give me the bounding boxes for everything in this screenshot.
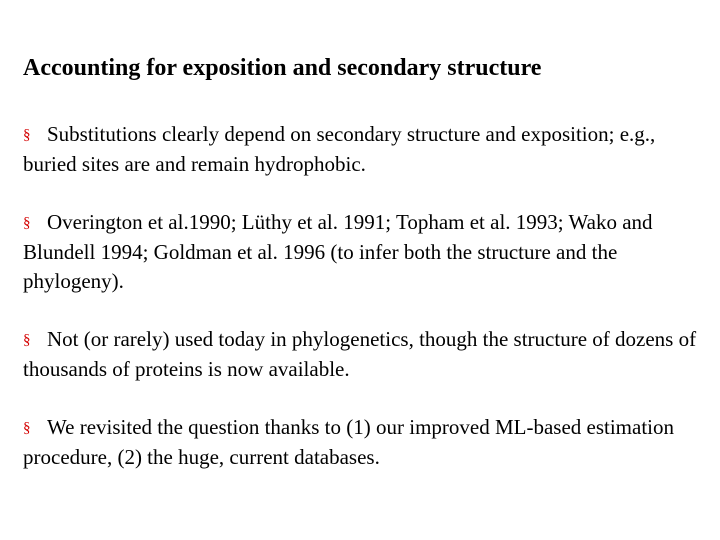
bullet-text: We revisited the question thanks to (1) our improved ML-based estimation procedure, (2) the huge, current databases. <box>23 415 675 469</box>
bullet-marker-icon: § <box>23 420 31 436</box>
bullet-text: Substitutions clearly depend on secondary structure and exposition; e.g., buried sites are and remain hydrophobic. <box>23 122 656 176</box>
bullet-marker-icon: § <box>23 332 31 348</box>
bullet-text: Overington et al.1990; Lüthy et al. 1991; Topham et al. 1993; Wako and Blundell 1994; Goldman et al. 1996 (to infer both the structure and the phylogeny). <box>23 210 653 293</box>
bullet-item-revisited <box>23 413 713 472</box>
bullet-marker-icon: § <box>23 127 31 143</box>
bullet-marker-icon: § <box>23 215 31 231</box>
bullet-list <box>23 120 713 501</box>
slide-title: Accounting for exposition and secondary structure <box>23 55 542 81</box>
bullet-item-substitutions <box>23 120 713 179</box>
bullet-text: Not (or rarely) used today in phylogenetics, though the structure of dozens of thousands of proteins is now available. <box>23 327 697 381</box>
bullet-item-references <box>23 208 713 296</box>
bullet-item-usage <box>23 325 713 384</box>
